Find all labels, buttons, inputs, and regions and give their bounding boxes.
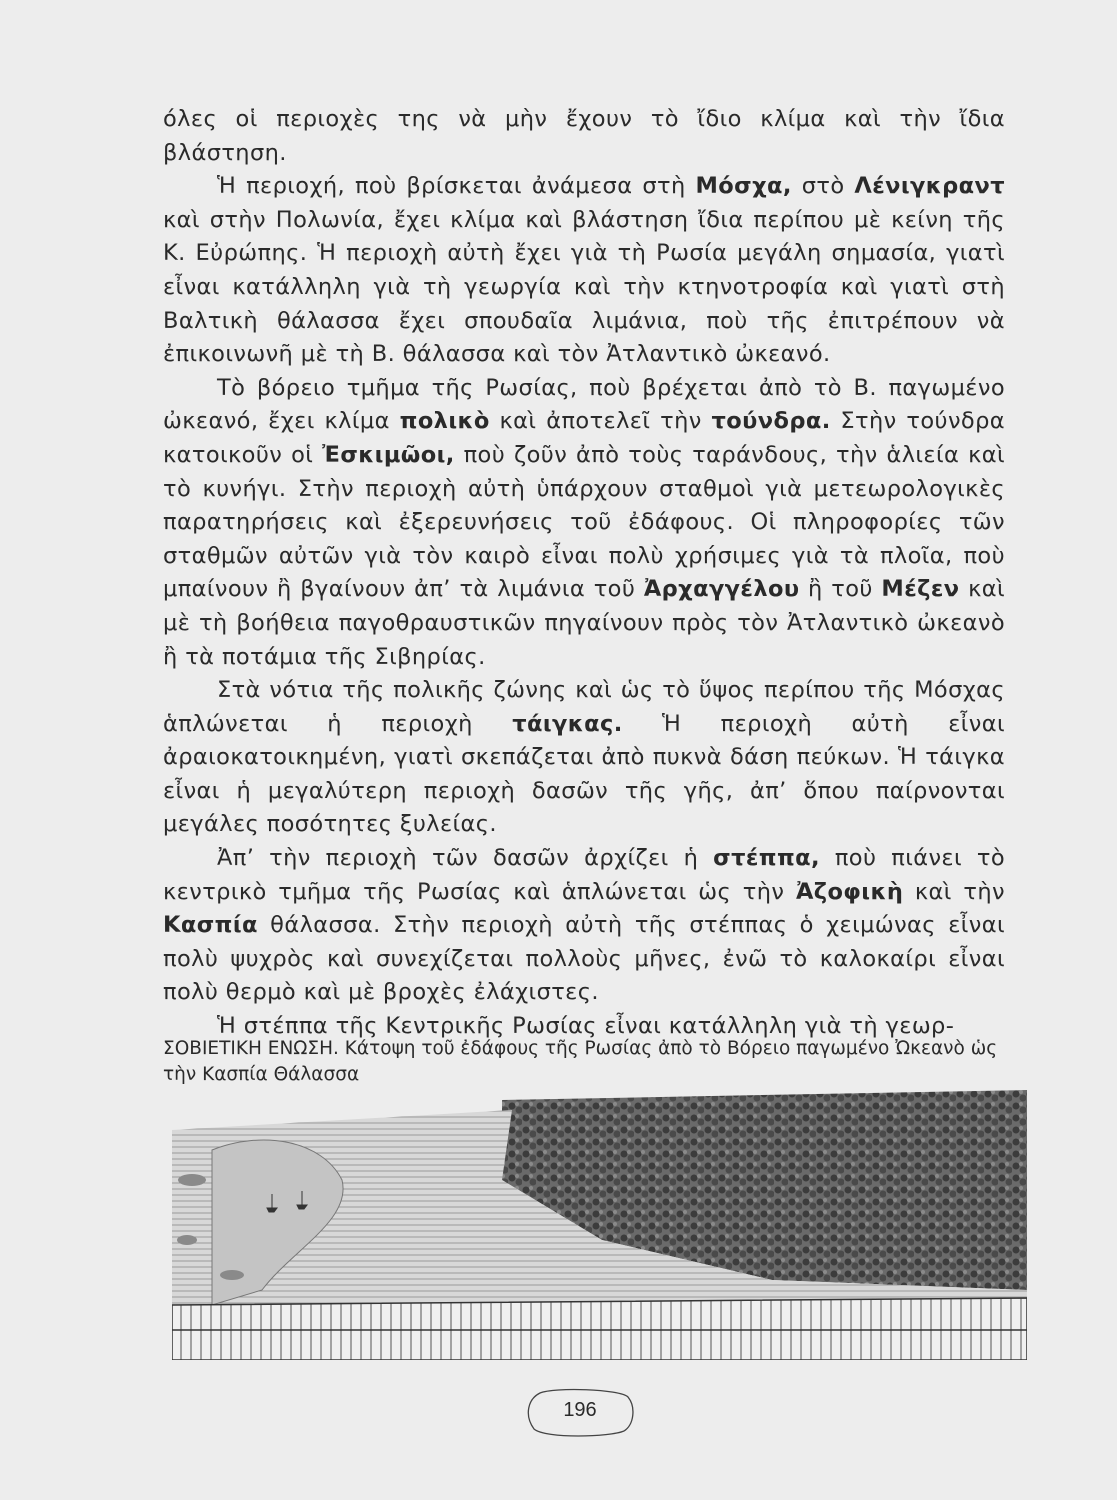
landscape-illustration: [172, 1090, 1027, 1360]
bold-term: πολικὸ: [399, 408, 490, 435]
bold-term: Μόσχα,: [695, 173, 792, 200]
bold-term: Ἀρχαγγέλου: [643, 576, 800, 603]
text-run: καὶ ἀποτελεῖ τὴν: [489, 408, 712, 435]
figure-caption: ΣΟΒΙΕΤΙΚΗ ΕΝΩΣΗ. Κάτοψη τοῦ ἐδάφους τῆς Ρωσίας ἀπὸ τὸ Βόρειο παγωμένο Ὠκεανὸ ὡς τὴν Κασπία Θάλασσα: [163, 1038, 998, 1085]
paragraph: [163, 842, 1005, 1010]
ground-section: [172, 1298, 1027, 1360]
text-run: στὸ: [791, 173, 855, 200]
paragraph: [163, 674, 1005, 842]
text-run: Τὸ βόρειο τμῆμα τῆς Ρωσίας, ποὺ βρέχεται ἀπὸ τὸ Β. παγωμένο ὠκεανό, ἔχει κλίμα: [163, 374, 1005, 435]
paragraph: [163, 103, 1005, 170]
text-run: Ἀπ’ τὴν περιοχὴ τῶν δασῶν ἀρχίζει ἡ: [217, 845, 714, 872]
text-run: ποὺ ζοῦν ἀπὸ τοὺς ταράνδους, τὴν ἁλιεία καὶ τὸ κυνήγι. Στὴν περιοχὴ αὐτὴ ὑπάρχουν σταθμοὶ γιὰ μετεωρολογικὲς παρατηρήσεις καὶ ἐξερευνήσεις τοῦ ἐδάφους. Οἱ πληροφορίες τῶν σταθμῶν αὐτῶν γιὰ τὸν καιρὸ εἶναι πολὺ χρήσιμες γιὰ τὰ πλοῖα, ποὺ μπαίνουν ἢ βγαίνουν ἀπ’ τὰ λιμάνια τοῦ: [163, 441, 1006, 603]
paragraph: [163, 170, 1005, 372]
bold-term: Κασπία: [163, 912, 258, 939]
bold-term: Μέζεν: [881, 576, 960, 603]
bold-term: Ἀζοφικὴ: [795, 878, 904, 905]
page-number: [520, 1385, 640, 1441]
text-run: ποὺ πιάνει τὸ κεντρικὸ τμῆμα τῆς Ρωσίας καὶ ἁπλώνεται ὡς τὴν: [163, 845, 1005, 905]
text-run: Ἡ περιοχὴ αὐτὴ εἶναι ἀραιοκατοικημένη, γιατὶ σκεπάζεται ἀπὸ πυκνὰ δάση πεύκων. Ἡ τάιγκα εἶναι ἡ μεγαλύτερη περιοχὴ δασῶν τῆς γῆς, ἀπ’ ὅπου παίρνονται μεγάλες ποσότητες ξυλείας.: [163, 710, 1005, 838]
text-run: Στὰ νότια τῆς πολικῆς ζώνης καὶ ὡς τὸ ὕψος περίπου τῆς Μόσχας ἁπλώνεται ἡ περιοχὴ: [163, 677, 1005, 737]
bold-term: τάιγκας.: [512, 710, 623, 737]
text-run: όλες οἱ περιοχὲς της νὰ μὴν ἔχουν τὸ ἴδιο κλίμα καὶ τὴν ἴδια βλάστηση.: [163, 106, 1005, 166]
text-run: καὶ στὴν Πολωνία, ἔχει κλίμα καὶ βλάστηση ἴδια περίπου μὲ κείνη τῆς Κ. Εὐρώπης. Ἡ περιοχὴ αὐτὴ ἔχει γιὰ τὴ Ρωσία μεγάλη σημασία, γιατὶ εἶναι κατάλληλη γιὰ τὴ γεωργία καὶ τὴν κτηνοτροφία καὶ γιατὶ στὴ Βαλτικὴ θάλασσα ἔχει σπουδαῖα λιμάνια, ποὺ τῆς ἐπιτρέπουν νὰ ἐπικοινωνῆ μὲ τὴ Β. θάλασσα καὶ τὸν Ἀτλαντικὸ ὠκεανό.: [163, 206, 1005, 368]
text-run: θάλασσα. Στὴν περιοχὴ αὐτὴ τῆς στέππας ὁ χειμώνας εἶναι πολὺ ψυχρὸς καὶ συνεχίζεται πολλοὺς μῆνες, ἐνῶ τὸ καλοκαίρι εἶναι πολὺ θερμὸ καὶ μὲ βροχὲς ἐλάχιστες.: [163, 912, 1005, 1006]
page-number-label: 196: [563, 1399, 597, 1421]
bold-term: στέππα,: [713, 845, 820, 872]
text-run: Ἡ περιοχή, ποὺ βρίσκεται ἀνάμεσα στὴ: [217, 173, 696, 200]
body-text: [163, 103, 1005, 1044]
text-run: καὶ μὲ τὴ βοήθεια παγοθραυστικῶν πηγαίνουν πρὸς τὸν Ἀτλαντικὸ ὠκεανὸ ἢ τὰ ποτάμια τῆς Σιβηρίας.: [163, 576, 1005, 670]
text-run: ἢ τοῦ: [799, 576, 882, 603]
bold-term: Λένιγκραντ: [854, 173, 1005, 200]
text-run: Στὴν τούνδρα κατοικοῦν οἱ: [163, 408, 1005, 468]
text-run: Ἡ στέππα τῆς Κεντρικῆς Ρωσίας εἶναι κατάλληλη γιὰ τὴ γεωρ-: [217, 1013, 955, 1040]
paragraph: [163, 372, 1005, 674]
text-run: καὶ τὴν: [903, 878, 1005, 905]
bold-term: τούνδρα.: [711, 408, 831, 435]
bold-term: Ἐσκιμῶοι,: [322, 441, 455, 468]
